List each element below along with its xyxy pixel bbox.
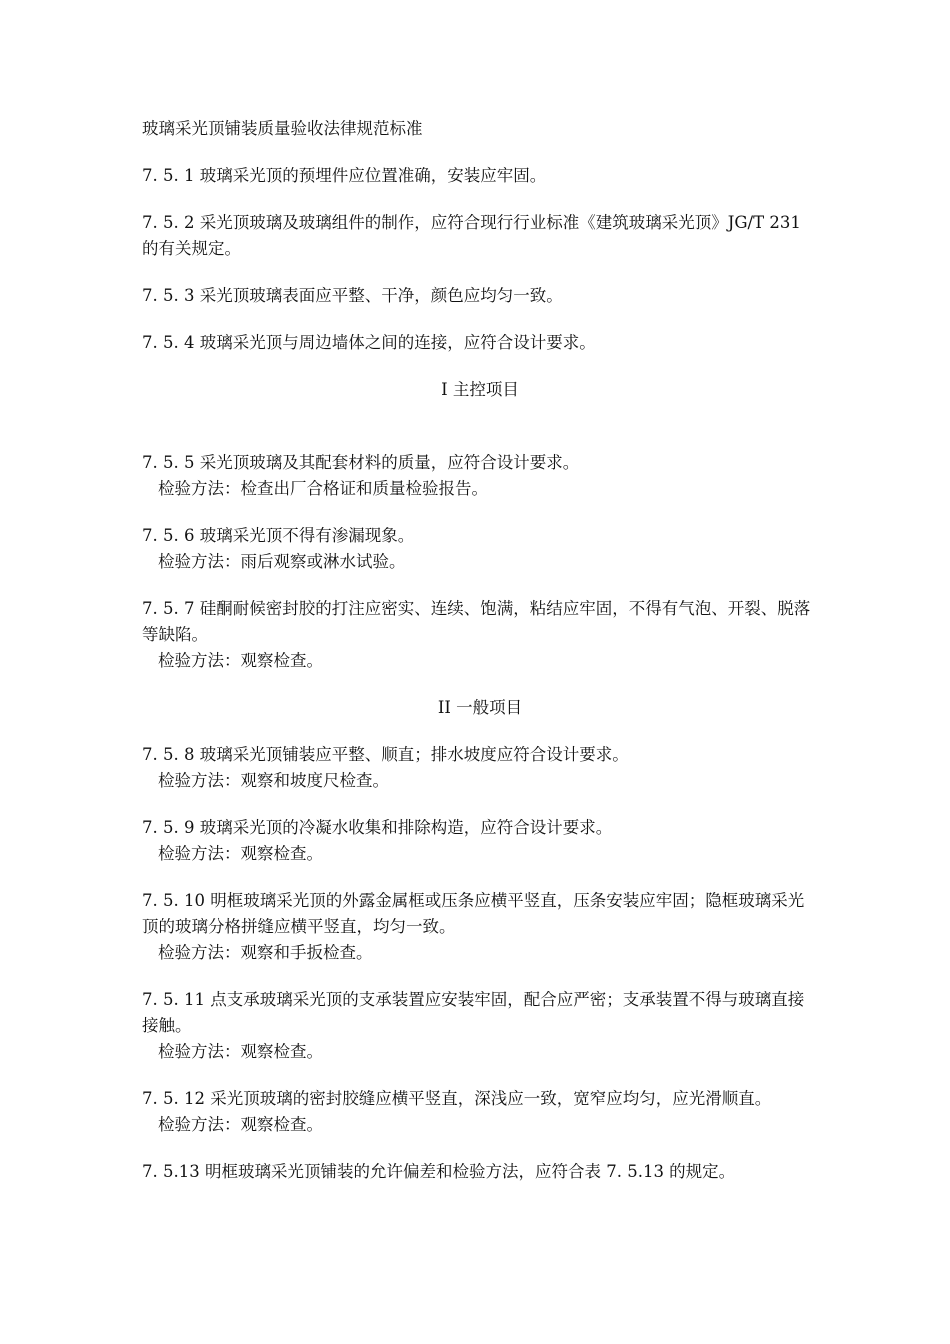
clause-7-5-2 (142, 210, 818, 262)
inspection-method: 检验方法：观察检查。 (158, 651, 323, 670)
clause-text: 7. 5. 11 点支承玻璃采光顶的支承装置应安装牢固，配合应严密；支承装置不得与玻璃直接接触。 (142, 990, 805, 1035)
document-body (142, 116, 818, 1206)
clause-7-5-13 (142, 1159, 818, 1185)
clause-text: 7. 5. 3 采光顶玻璃表面应平整、干净，颜色应均匀一致。 (142, 286, 563, 305)
inspection-method: 检验方法：观察检查。 (158, 1115, 323, 1134)
clause-text: 7. 5. 7 硅酮耐候密封胶的打注应密实、连续、饱满，粘结应牢固，不得有气泡、开裂、脱落等缺陷。 (142, 599, 811, 644)
clause-7-5-9 (142, 815, 818, 867)
clause-text: 7. 5. 8 玻璃采光顶铺装应平整、顺直；排水坡度应符合设计要求。 (142, 745, 629, 764)
inspection-method: 检验方法：检查出厂合格证和质量检验报告。 (158, 479, 488, 498)
clause-text: 7. 5. 4 玻璃采光顶与周边墙体之间的连接，应符合设计要求。 (142, 333, 596, 352)
inspection-method: 检验方法：观察检查。 (158, 844, 323, 863)
clause-7-5-7 (142, 596, 818, 674)
document-title (142, 116, 818, 142)
clause-7-5-1 (142, 163, 818, 189)
section-heading-main: I 主控项目 (441, 380, 519, 399)
clause-text: 7. 5. 2 采光顶玻璃及玻璃组件的制作，应符合现行行业标准《建筑玻璃采光顶》JG/T 231 的有关规定。 (142, 213, 801, 258)
clause-7-5-8 (142, 742, 818, 794)
clause-7-5-12 (142, 1086, 818, 1138)
clause-7-5-5 (142, 450, 818, 502)
clause-7-5-11 (142, 987, 818, 1065)
title-text: 玻璃采光顶铺装质量验收法律规范标准 (142, 119, 423, 138)
clause-7-5-3 (142, 283, 818, 309)
clause-7-5-6 (142, 523, 818, 575)
inspection-method: 检验方法：雨后观察或淋水试验。 (158, 552, 406, 571)
clause-text: 7. 5. 10 明框玻璃采光顶的外露金属框或压条应横平竖直，压条安装应牢固；隐框玻璃采光顶的玻璃分格拼缝应横平竖直，均匀一致。 (142, 891, 805, 936)
clause-7-5-4 (142, 330, 818, 356)
clause-text: 7. 5. 12 采光顶玻璃的密封胶缝应横平竖直，深浅应一致，宽窄应均匀，应光滑顺直。 (142, 1089, 772, 1108)
inspection-method: 检验方法：观察检查。 (158, 1042, 323, 1061)
clause-text: 7. 5. 1 玻璃采光顶的预埋件应位置准确，安装应牢固。 (142, 166, 547, 185)
inspection-method: 检验方法：观察和坡度尺检查。 (158, 771, 389, 790)
clause-text: 7. 5.13 明框玻璃采光顶铺装的允许偏差和检验方法，应符合表 7. 5.13 的规定。 (142, 1162, 736, 1181)
clause-7-5-10 (142, 888, 818, 966)
section-heading-general: II 一般项目 (437, 698, 523, 717)
inspection-method: 检验方法：观察和手扳检查。 (158, 943, 373, 962)
clause-text: 7. 5. 9 玻璃采光顶的冷凝水收集和排除构造，应符合设计要求。 (142, 818, 613, 837)
clause-text: 7. 5. 6 玻璃采光顶不得有渗漏现象。 (142, 526, 415, 545)
clause-text: 7. 5. 5 采光顶玻璃及其配套材料的质量，应符合设计要求。 (142, 453, 580, 472)
